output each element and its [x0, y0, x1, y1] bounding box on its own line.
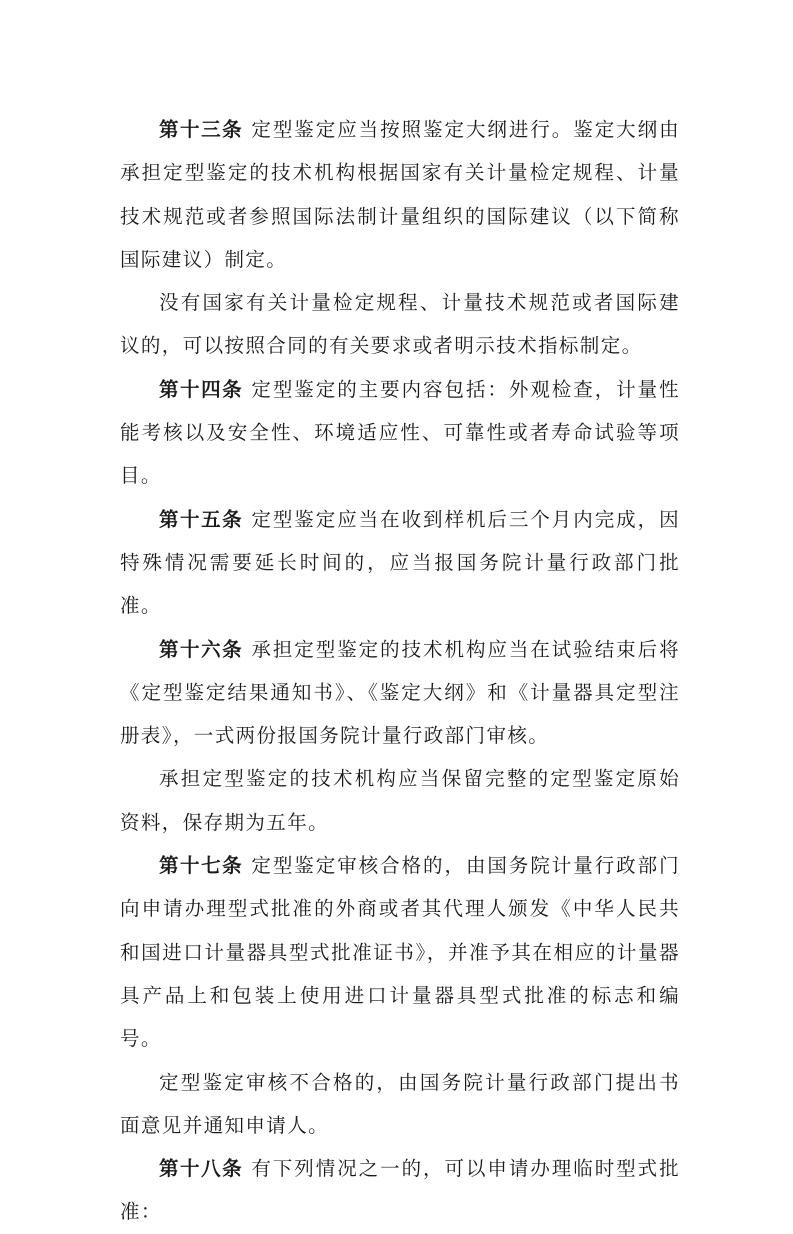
- paragraph-article-13: [120, 108, 680, 281]
- paragraph-text: 定型鉴定审核合格的，由国务院计量行政部门向申请办理型式批准的外商或者其代理人颁发《中华人民共和国进口计量器具型式批准证书》，并准予其在相应的计量器具产品上和包装上使用进口计量器具型式批准的标志和编号。: [120, 854, 680, 1051]
- article-number: 第十八条: [159, 1157, 244, 1181]
- paragraph-text: 没有国家有关计量检定规程、计量技术规范或者国际建议的，可以按照合同的有关要求或者明示技术指标制定。: [120, 291, 680, 358]
- paragraph-text: 有下列情况之一的，可以申请办理临时型式批准：: [120, 1157, 680, 1224]
- paragraph-article-18: [120, 1147, 680, 1234]
- paragraph-text: 定型鉴定审核不合格的，由国务院计量行政部门提出书面意见并通知申请人。: [120, 1070, 680, 1137]
- article-number: 第十四条: [159, 377, 244, 401]
- document-body: [120, 108, 680, 1234]
- paragraph-article-17: [120, 844, 680, 1060]
- paragraph-article-16: [120, 628, 680, 758]
- paragraph-text: 定型鉴定应当在收到样机后三个月内完成，因特殊情况需要延长时间的，应当报国务院计量行政部门批准。: [120, 507, 680, 618]
- paragraph-article-17-supplement: [120, 1061, 680, 1148]
- paragraph-text: 承担定型鉴定的技术机构应当在试验结束后将《定型鉴定结果通知书》、《鉴定大纲》和《计量器具定型注册表》，一式两份报国务院计量行政部门审核。: [120, 637, 680, 748]
- paragraph-article-15: [120, 498, 680, 628]
- paragraph-article-13-supplement: [120, 281, 680, 368]
- article-number: 第十六条: [159, 637, 244, 661]
- paragraph-text: 定型鉴定的主要内容包括：外观检查，计量性能考核以及安全性、环境适应性、可靠性或者寿命试验等项目。: [120, 377, 680, 488]
- paragraph-text: 定型鉴定应当按照鉴定大纲进行。鉴定大纲由承担定型鉴定的技术机构根据国家有关计量检定规程、计量技术规范或者参照国际法制计量组织的国际建议（以下简称国际建议）制定。: [120, 118, 680, 271]
- article-number: 第十五条: [159, 507, 244, 531]
- paragraph-article-14: [120, 368, 680, 498]
- article-number: 第十七条: [159, 854, 244, 878]
- article-number: 第十三条: [159, 118, 244, 141]
- paragraph-text: 承担定型鉴定的技术机构应当保留完整的定型鉴定原始资料，保存期为五年。: [120, 767, 680, 834]
- paragraph-article-16-supplement: [120, 757, 680, 844]
